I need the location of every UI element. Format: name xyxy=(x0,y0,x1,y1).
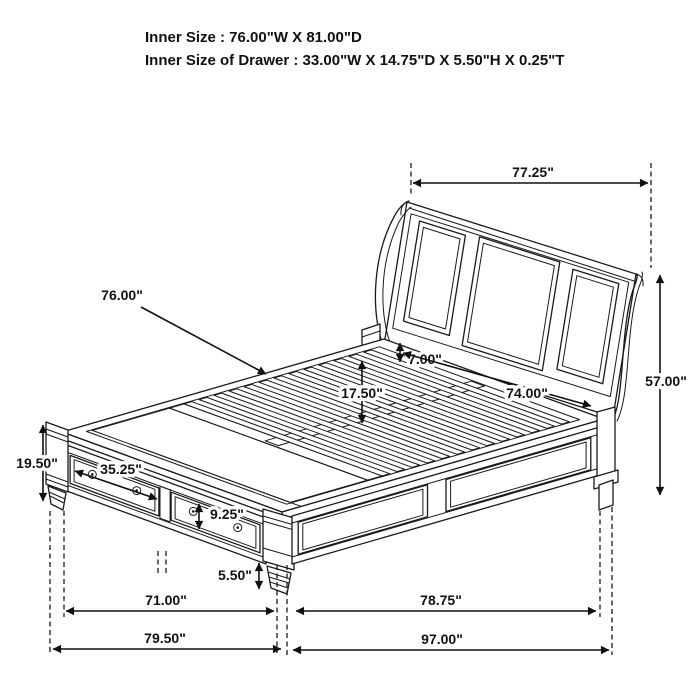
dim-label-drawer-width: 35.25" xyxy=(100,461,142,477)
right-post-lower xyxy=(599,480,613,510)
knob-dot xyxy=(236,526,239,529)
dim-label-headboard-gap: 7.00" xyxy=(408,351,442,367)
dim-label-overall-length: 97.00" xyxy=(421,631,463,647)
corner-post-face xyxy=(263,509,294,570)
headboard-right-post xyxy=(594,407,618,510)
inner-size-note: Inner Size : 76.00"W X 81.00"D xyxy=(145,29,362,46)
dim-label-footboard-span: 71.00" xyxy=(145,592,187,608)
dim-label-foot-height: 5.50" xyxy=(218,567,252,583)
drawer-inner-size-note: Inner Size of Drawer : 33.00"W X 14.75"D X 5.50"H X 0.25"T xyxy=(145,52,565,69)
dim-label-side-span: 78.75" xyxy=(420,592,462,608)
dim-label-slat-width: 76.00" xyxy=(101,287,143,303)
leader-line-slat-width xyxy=(141,307,266,374)
dim-label-drawer-height: 9.25" xyxy=(210,506,244,522)
dim-label-inner-width: 74.00" xyxy=(506,385,548,401)
knob-dot xyxy=(192,510,195,513)
dim-label-headboard-width: 77.25" xyxy=(512,164,554,180)
right-post-upper xyxy=(597,407,615,482)
knob-dot xyxy=(91,473,94,476)
footboard-corner-post xyxy=(263,509,294,594)
dim-label-overall-width: 79.50" xyxy=(144,630,186,646)
dim-label-footboard-height: 19.50" xyxy=(16,455,58,471)
dim-label-deck-depth: 17.50" xyxy=(341,385,383,401)
dim-label-headboard-height: 57.00" xyxy=(645,373,687,389)
